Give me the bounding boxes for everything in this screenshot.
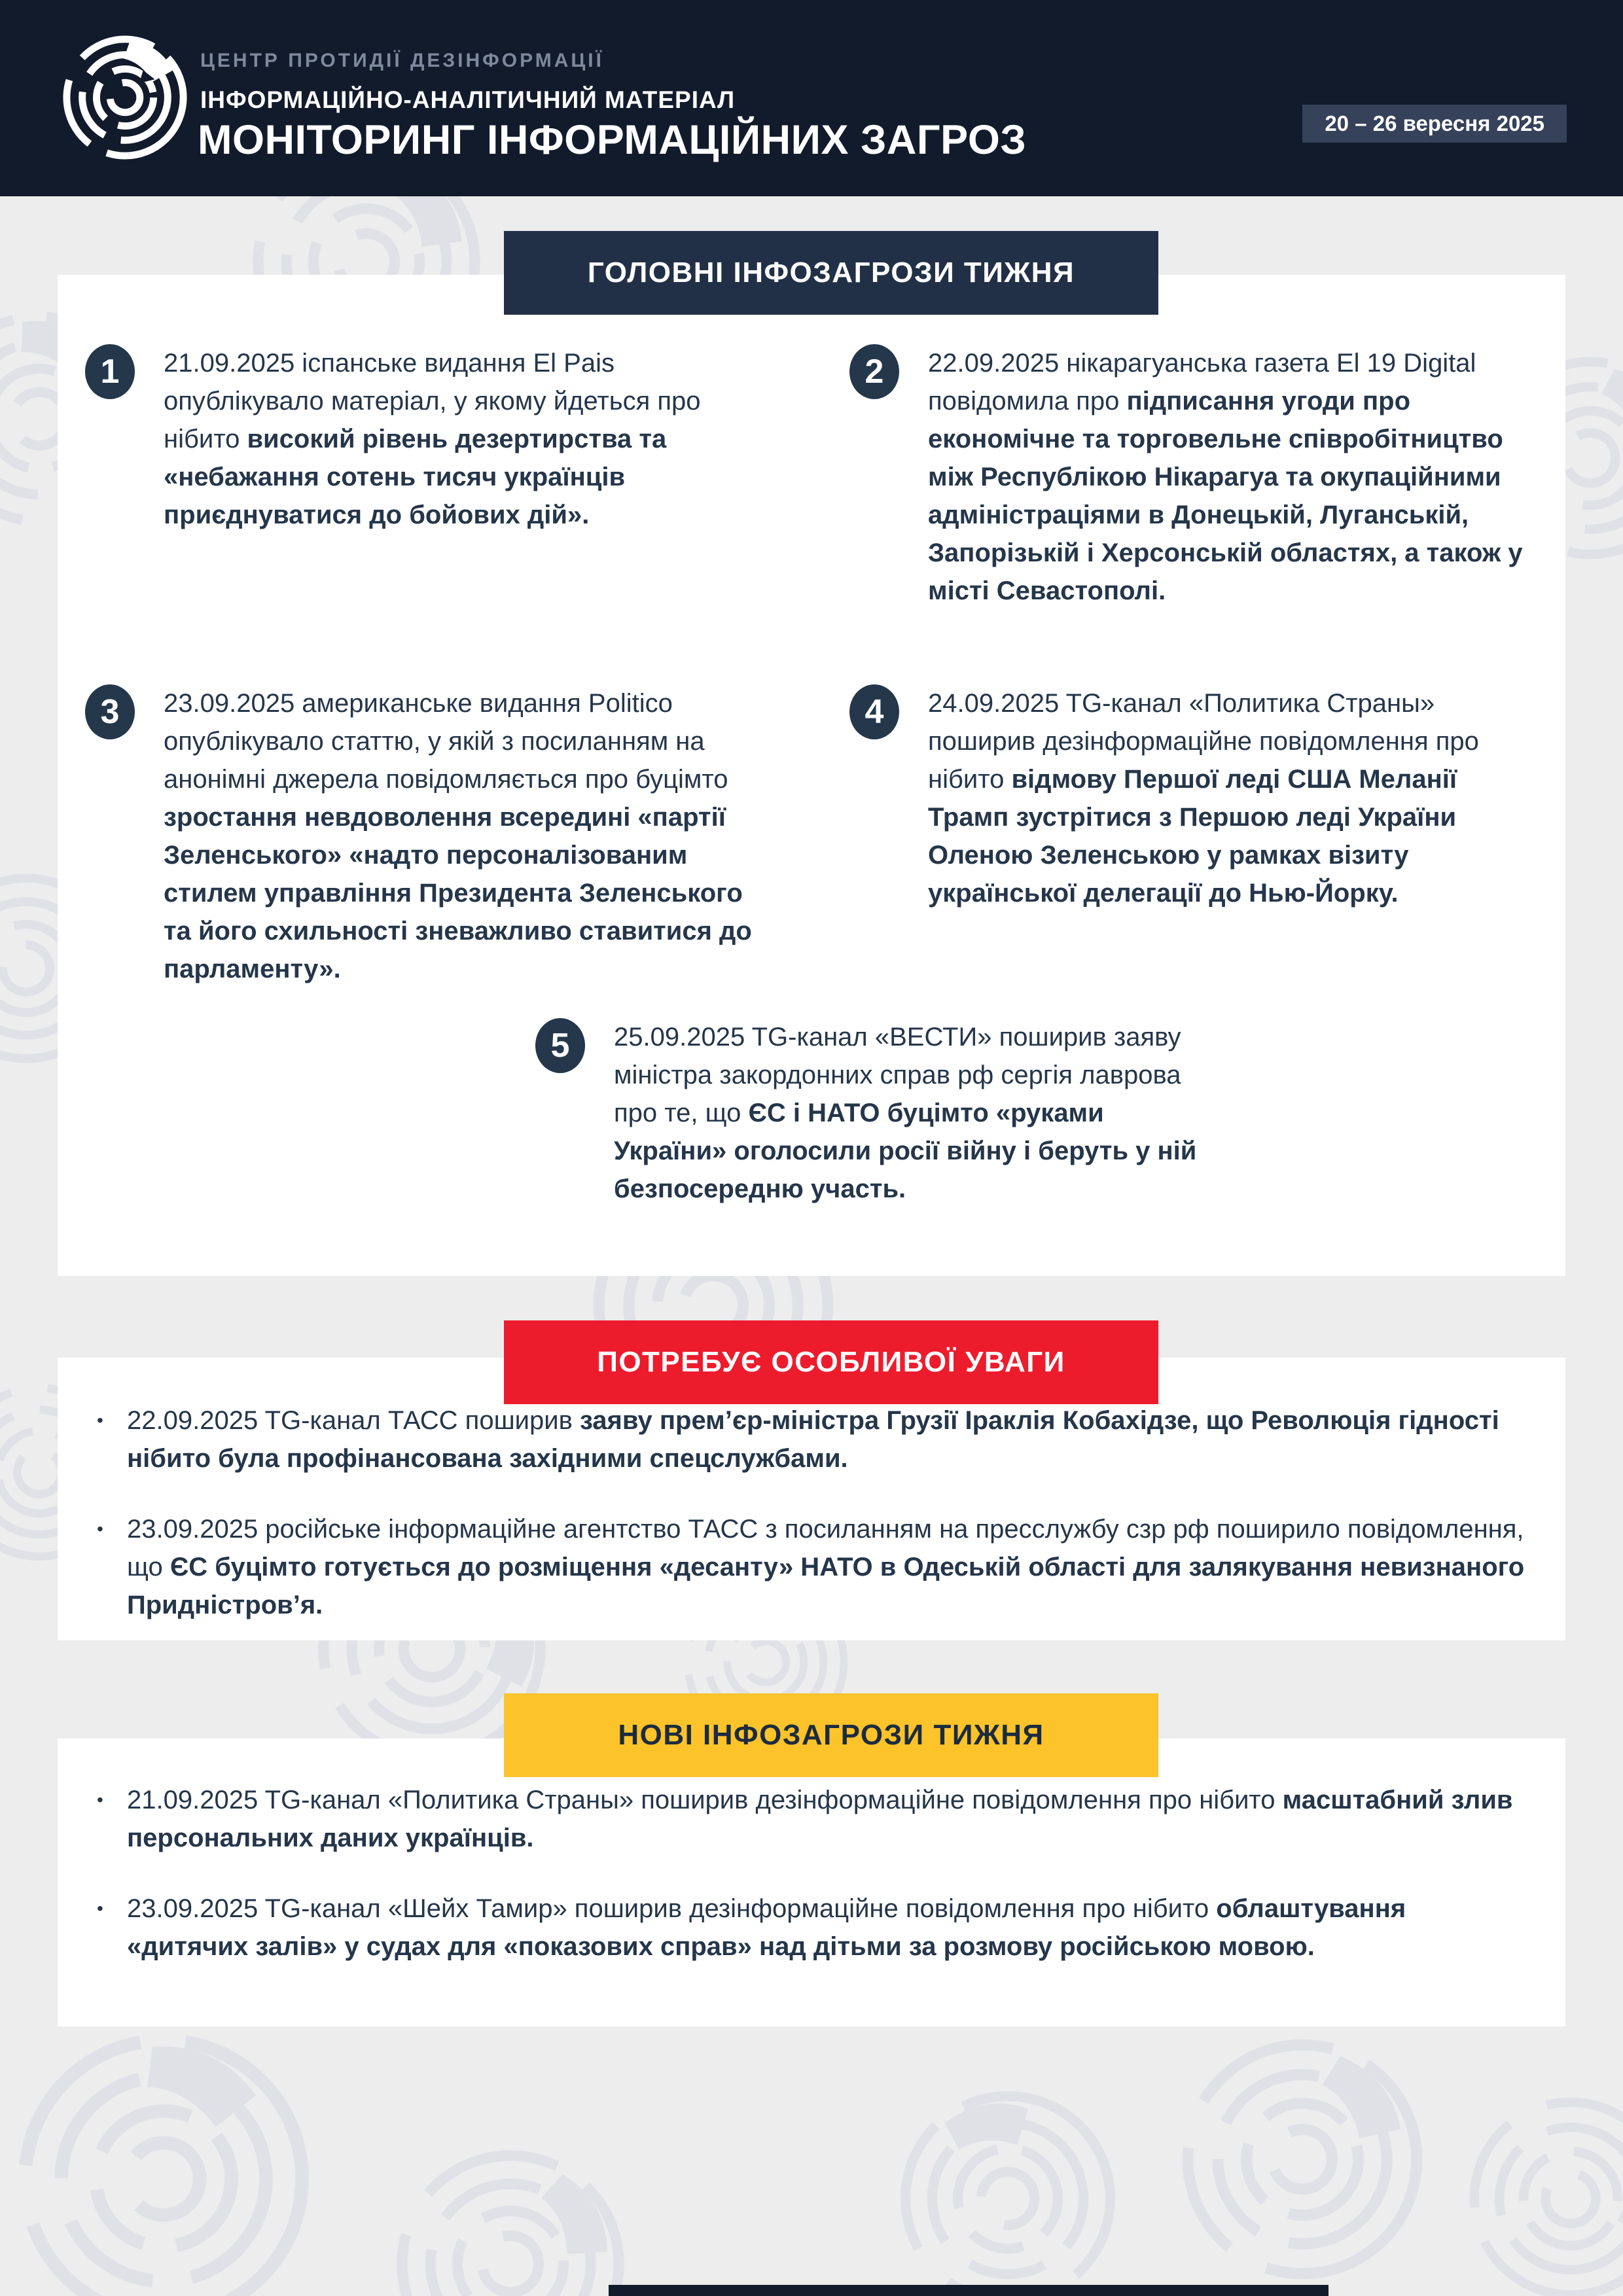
org-name: ЦЕНТР ПРОТИДІЇ ДЕЗІНФОРМАЦІЇ bbox=[200, 50, 604, 71]
item-text: 23.09.2025 американське видання Politico опублікувало статтю, у якій з посиланням на анонімні джерела повідомляється про буцімто зростання невдоволення всередині «партії Зеленського» «надто персоналізованим стилем управління Президента Зеленського та його схильності зневажливо ставитися до парламенту». bbox=[164, 689, 752, 983]
section-header-main-threats: ГОЛОВНІ ІНФОЗАГРОЗИ ТИЖНЯ bbox=[504, 231, 1158, 315]
item-text: 21.09.2025 TG-канал «Политика Страны» поширив дезінформаційне повідомлення про нібито масштабний злив персональних даних українців. bbox=[127, 1786, 1513, 1852]
item-text: 24.09.2025 TG-канал «Политика Страны» поширив дезінформаційне повідомлення про нібито відмову Першої леді США Меланії Трамп зустрітися з Першою леді України Оленою Зеленською у рамках візиту української делегації до Нью-Йорку. bbox=[928, 689, 1479, 908]
item-number-badge: 4 bbox=[849, 684, 899, 739]
item-number-badge: 5 bbox=[535, 1018, 585, 1073]
new-threat-bullet-2 bbox=[97, 1890, 1537, 1966]
attention-bullet-2 bbox=[97, 1510, 1537, 1624]
threat-item-5 bbox=[535, 1018, 1203, 1208]
item-text: 23.09.2025 російське інформаційне агентство ТАСС з посиланням на пресслужбу сзр рф поширило повідомлення, що ЄС буцімто готується до розміщення «десанту» НАТО в Одеській області для залякування невизнаного Придністров’я. bbox=[127, 1515, 1525, 1619]
threat-item-2 bbox=[849, 344, 1534, 610]
threat-item-1 bbox=[85, 344, 770, 534]
footer-bar bbox=[609, 2285, 1329, 2296]
threat-item-3 bbox=[85, 684, 770, 988]
item-text: 22.09.2025 нікарагуанська газета El 19 Digital повідомила про підписання угоди про економічне та торговельне співробітництво між Республікою Нікарагуа та окупаційними адміністраціями в Донецькій, Луганській, Запорізькій і Херсонській областях, а також у місті Севастополі. bbox=[928, 349, 1523, 605]
new-threat-bullet-1 bbox=[97, 1781, 1537, 1857]
item-text: 21.09.2025 іспанське видання El Pais опублікувало матеріал, у якому йдеться про нібито високий рівень дезертирства та «небажання сотень тисяч українців приєднуватися до бойових дій». bbox=[164, 349, 701, 529]
threat-item-4 bbox=[849, 684, 1534, 912]
bullet-dot: • bbox=[97, 1898, 103, 1918]
item-text: 23.09.2025 TG-канал «Шейх Тамир» поширив дезінформаційне повідомлення про нібито облаштування «дитячих залів» у судах для «показових справ» над дітьми за розмову російською мовою. bbox=[127, 1894, 1406, 1961]
item-number-badge: 2 bbox=[849, 344, 899, 399]
header bbox=[0, 0, 1623, 196]
bullet-dot: • bbox=[97, 1410, 103, 1430]
bullet-dot: • bbox=[97, 1519, 103, 1539]
bullet-dot: • bbox=[97, 1790, 103, 1810]
item-number-badge: 1 bbox=[85, 344, 135, 399]
date-range-badge: 20 – 26 вересня 2025 bbox=[1302, 105, 1567, 143]
item-number-badge: 3 bbox=[85, 684, 135, 739]
section-header-special-attention: ПОТРЕБУЄ ОСОБЛИВОЇ УВАГИ bbox=[504, 1320, 1158, 1404]
item-text: 25.09.2025 TG-канал «ВЕСТИ» поширив заяву міністра закордонних справ рф сергія лаврова про те, що ЄС і НАТО буцімто «руками України» оголосили росії війну і беруть у ній безпосередню участь. bbox=[614, 1023, 1197, 1203]
attention-bullet-1 bbox=[97, 1402, 1537, 1477]
item-text: 22.09.2025 TG-канал ТАСС поширив заяву прем’єр-міністра Грузії Іраклія Кобахідзе, що Революція гідності нібито була профінансована західними спецслужбами. bbox=[127, 1406, 1499, 1473]
cpd-emblem-logo bbox=[60, 33, 190, 162]
section-header-new-threats: НОВІ ІНФОЗАГРОЗИ ТИЖНЯ bbox=[504, 1693, 1158, 1777]
page-title: МОНІТОРИНГ ІНФОРМАЦІЙНИХ ЗАГРОЗ bbox=[198, 117, 1027, 163]
document-subtitle: ІНФОРМАЦІЙНО-АНАЛІТИЧНИЙ МАТЕРІАЛ bbox=[200, 86, 736, 113]
